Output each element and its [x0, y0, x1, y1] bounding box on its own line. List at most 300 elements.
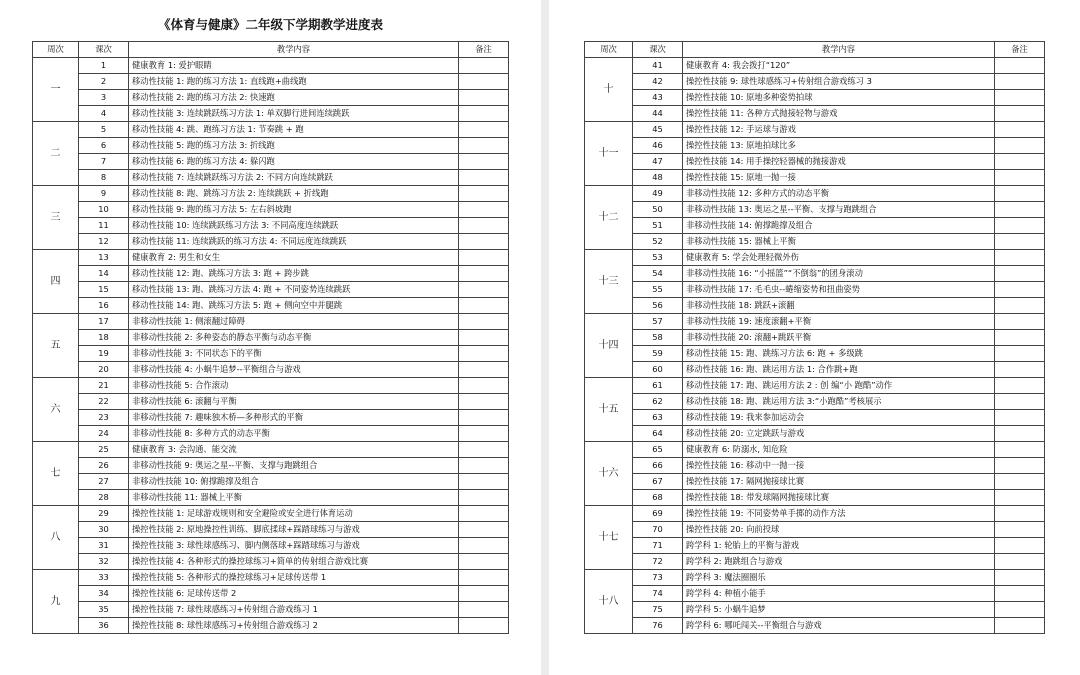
table-row: [33, 570, 509, 586]
lesson-number-cell: 73: [633, 570, 683, 586]
lesson-number-cell: 24: [79, 426, 129, 442]
lesson-content-cell: 移动性技能 6: 跑的练习方法 4: 躲闪跑: [129, 154, 459, 170]
lesson-number-cell: 60: [633, 362, 683, 378]
table-row: [585, 554, 1045, 570]
lesson-content-cell: 操控性技能 13: 原地拍球比多: [683, 138, 995, 154]
lesson-number-cell: 49: [633, 186, 683, 202]
note-cell: [459, 74, 509, 90]
table-row: [585, 538, 1045, 554]
lesson-number-cell: 15: [79, 282, 129, 298]
note-cell: [995, 506, 1045, 522]
table-header-row: [33, 42, 509, 58]
table-row: [585, 490, 1045, 506]
lesson-content-cell: 移动性技能 7: 连续跳跃练习方法 2: 不同方向连续跳跃: [129, 170, 459, 186]
table-row: [585, 314, 1045, 330]
table-row: [33, 266, 509, 282]
lesson-number-cell: 64: [633, 426, 683, 442]
lesson-number-cell: 51: [633, 218, 683, 234]
lesson-content-cell: 非移动性技能 1: 侧滚翻过障碍: [129, 314, 459, 330]
note-cell: [459, 218, 509, 234]
note-cell: [995, 458, 1045, 474]
note-cell: [995, 186, 1045, 202]
note-cell: [995, 426, 1045, 442]
table-row: [585, 202, 1045, 218]
header-week: 周次: [585, 42, 633, 58]
lesson-content-cell: 移动性技能 13: 跑、跳练习方法 4: 跑 + 不同姿势连续跳跃: [129, 282, 459, 298]
table-row: [33, 394, 509, 410]
note-cell: [459, 202, 509, 218]
lesson-number-cell: 25: [79, 442, 129, 458]
week-cell: 十六: [585, 442, 633, 506]
lesson-content-cell: 跨学科 6: 哪吒闯关--平衡组合与游戏: [683, 618, 995, 634]
lesson-content-cell: 移动性技能 18: 跑、跳运用方法 3:“小跑酷”考核展示: [683, 394, 995, 410]
lesson-content-cell: 操控性技能 11: 各种方式抛接轻物与游戏: [683, 106, 995, 122]
table-row: [33, 330, 509, 346]
schedule-table-right: [584, 41, 1045, 634]
note-cell: [995, 90, 1045, 106]
table-row: [585, 58, 1045, 74]
note-cell: [459, 522, 509, 538]
lesson-content-cell: 非移动性技能 10: 俯撑跪撑及组合: [129, 474, 459, 490]
table-row: [33, 234, 509, 250]
table-row: [33, 250, 509, 266]
table-row: [585, 154, 1045, 170]
lesson-content-cell: 非移动性技能 16: “小摇篮”“不倒翁”的团身滚动: [683, 266, 995, 282]
lesson-number-cell: 26: [79, 458, 129, 474]
table-row: [585, 522, 1045, 538]
note-cell: [459, 586, 509, 602]
lesson-content-cell: 非移动性技能 11: 器械上平衡: [129, 490, 459, 506]
note-cell: [459, 58, 509, 74]
table-row: [33, 154, 509, 170]
schedule-table-left: [32, 41, 509, 634]
lesson-content-cell: 移动性技能 4: 跳、跑练习方法 1: 节奏跳 + 跑: [129, 122, 459, 138]
lesson-content-cell: 操控性技能 5: 各种形式的操控球练习+足球传送带 1: [129, 570, 459, 586]
lesson-content-cell: 跨学科 4: 种植小能手: [683, 586, 995, 602]
lesson-content-cell: 健康教育 6: 防溺水, 知危险: [683, 442, 995, 458]
table-row: [33, 122, 509, 138]
lesson-number-cell: 4: [79, 106, 129, 122]
note-cell: [459, 250, 509, 266]
lesson-number-cell: 41: [633, 58, 683, 74]
lesson-number-cell: 36: [79, 618, 129, 634]
lesson-content-cell: 跨学科 3: 魔法圈圈乐: [683, 570, 995, 586]
table-row: [585, 186, 1045, 202]
lesson-content-cell: 非移动性技能 13: 奥运之星--平衡、支撑与跑跳组合: [683, 202, 995, 218]
lesson-number-cell: 76: [633, 618, 683, 634]
note-cell: [995, 170, 1045, 186]
table-row: [585, 378, 1045, 394]
table-row: [585, 90, 1045, 106]
lesson-content-cell: 非移动性技能 6: 滚翻与平衡: [129, 394, 459, 410]
note-cell: [459, 138, 509, 154]
header-lesson: 课次: [79, 42, 129, 58]
note-cell: [459, 346, 509, 362]
table-row: [33, 378, 509, 394]
note-cell: [995, 314, 1045, 330]
header-content: 教学内容: [129, 42, 459, 58]
note-cell: [459, 618, 509, 634]
lesson-content-cell: 非移动性技能 4: 小蜗牛追梦--平衡组合与游戏: [129, 362, 459, 378]
table-row: [33, 186, 509, 202]
lesson-number-cell: 33: [79, 570, 129, 586]
table-row: [33, 426, 509, 442]
table-row: [585, 298, 1045, 314]
table-row: [585, 266, 1045, 282]
week-cell: 十四: [585, 314, 633, 378]
lesson-content-cell: 非移动性技能 12: 多种方式的动态平衡: [683, 186, 995, 202]
lesson-content-cell: 移动性技能 11: 连续跳跃的练习方法 4: 不同远度连续跳跃: [129, 234, 459, 250]
lesson-number-cell: 59: [633, 346, 683, 362]
lesson-number-cell: 72: [633, 554, 683, 570]
table-row: [585, 570, 1045, 586]
lesson-content-cell: 非移动性技能 2: 多种姿态的静态平衡与动态平衡: [129, 330, 459, 346]
lesson-number-cell: 67: [633, 474, 683, 490]
lesson-content-cell: 非移动性技能 8: 多种方式的动态平衡: [129, 426, 459, 442]
lesson-content-cell: 操控性技能 9: 球性球感练习+传射组合游戏练习 3: [683, 74, 995, 90]
note-cell: [995, 410, 1045, 426]
header-note: 备注: [995, 42, 1045, 58]
note-cell: [995, 282, 1045, 298]
lesson-number-cell: 58: [633, 330, 683, 346]
note-cell: [459, 90, 509, 106]
table-row: [33, 74, 509, 90]
note-cell: [459, 570, 509, 586]
table-row: [585, 474, 1045, 490]
note-cell: [995, 122, 1045, 138]
lesson-number-cell: 70: [633, 522, 683, 538]
note-cell: [995, 202, 1045, 218]
table-row: [33, 522, 509, 538]
note-cell: [459, 554, 509, 570]
note-cell: [459, 234, 509, 250]
lesson-content-cell: 非移动性技能 19: 速度滚翻+平衡: [683, 314, 995, 330]
note-cell: [995, 394, 1045, 410]
lesson-content-cell: 健康教育 3: 会沟通、能交流: [129, 442, 459, 458]
table-row: [33, 138, 509, 154]
note-cell: [995, 58, 1045, 74]
lesson-content-cell: 移动性技能 3: 连续跳跃练习方法 1: 单双脚行进间连续跳跃: [129, 106, 459, 122]
table-row: [585, 330, 1045, 346]
week-cell: 六: [33, 378, 79, 442]
table-row: [585, 602, 1045, 618]
note-cell: [995, 234, 1045, 250]
lesson-content-cell: 跨学科 2: 跑跳组合与游戏: [683, 554, 995, 570]
note-cell: [995, 554, 1045, 570]
lesson-number-cell: 34: [79, 586, 129, 602]
lesson-content-cell: 非移动性技能 15: 器械上平衡: [683, 234, 995, 250]
note-cell: [459, 602, 509, 618]
week-cell: 十一: [585, 122, 633, 186]
lesson-number-cell: 6: [79, 138, 129, 154]
note-cell: [995, 570, 1045, 586]
table-row: [585, 74, 1045, 90]
table-row: [33, 554, 509, 570]
note-cell: [995, 538, 1045, 554]
table-row: [33, 362, 509, 378]
table-row: [33, 202, 509, 218]
lesson-number-cell: 66: [633, 458, 683, 474]
lesson-content-cell: 操控性技能 8: 球性球感练习+传射组合游戏练习 2: [129, 618, 459, 634]
note-cell: [459, 474, 509, 490]
lesson-content-cell: 非移动性技能 9: 奥运之星--平衡、支撑与跑跳组合: [129, 458, 459, 474]
week-cell: 十二: [585, 186, 633, 250]
week-cell: 十八: [585, 570, 633, 634]
lesson-number-cell: 5: [79, 122, 129, 138]
lesson-number-cell: 14: [79, 266, 129, 282]
table-row: [33, 346, 509, 362]
week-cell: 三: [33, 186, 79, 250]
note-cell: [459, 170, 509, 186]
note-cell: [995, 602, 1045, 618]
note-cell: [459, 442, 509, 458]
lesson-content-cell: 移动性技能 2: 跑的练习方法 2: 快速跑: [129, 90, 459, 106]
lesson-number-cell: 44: [633, 106, 683, 122]
lesson-content-cell: 操控性技能 17: 隔网抛接球比赛: [683, 474, 995, 490]
note-cell: [459, 538, 509, 554]
table-row: [585, 106, 1045, 122]
lesson-content-cell: 健康教育 1: 爱护眼睛: [129, 58, 459, 74]
lesson-number-cell: 21: [79, 378, 129, 394]
lesson-content-cell: 移动性技能 1: 跑的练习方法 1: 直线跑+曲线跑: [129, 74, 459, 90]
note-cell: [459, 186, 509, 202]
lesson-content-cell: 移动性技能 5: 跑的练习方法 3: 折线跑: [129, 138, 459, 154]
lesson-content-cell: 移动性技能 15: 跑、跳练习方法 6: 跑 + 多级跳: [683, 346, 995, 362]
table-row: [585, 586, 1045, 602]
note-cell: [459, 458, 509, 474]
table-row: [33, 506, 509, 522]
lesson-content-cell: 非移动性技能 3: 不同状态下的平衡: [129, 346, 459, 362]
table-row: [585, 218, 1045, 234]
lesson-number-cell: 22: [79, 394, 129, 410]
note-cell: [995, 74, 1045, 90]
table-row: [585, 138, 1045, 154]
lesson-number-cell: 65: [633, 442, 683, 458]
week-cell: 七: [33, 442, 79, 506]
lesson-number-cell: 74: [633, 586, 683, 602]
lesson-content-cell: 移动性技能 12: 跑、跳练习方法 3: 跑 + 跨步跳: [129, 266, 459, 282]
note-cell: [995, 346, 1045, 362]
document-title: 《体育与健康》二年级下学期教学进度表: [157, 17, 383, 32]
note-cell: [995, 378, 1045, 394]
note-cell: [995, 330, 1045, 346]
lesson-content-cell: 操控性技能 6: 足球传送带 2: [129, 586, 459, 602]
table-row: [585, 346, 1045, 362]
header-note: 备注: [459, 42, 509, 58]
lesson-content-cell: 操控性技能 1: 足球游戏规则和安全避险或安全进行体育运动: [129, 506, 459, 522]
lesson-content-cell: 非移动性技能 20: 滚翻+跳跃平衡: [683, 330, 995, 346]
table-row: [33, 490, 509, 506]
lesson-number-cell: 7: [79, 154, 129, 170]
table-row: [585, 506, 1045, 522]
lesson-content-cell: 跨学科 5: 小蜗牛追梦: [683, 602, 995, 618]
lesson-number-cell: 71: [633, 538, 683, 554]
lesson-number-cell: 27: [79, 474, 129, 490]
week-cell: 五: [33, 314, 79, 378]
lesson-number-cell: 17: [79, 314, 129, 330]
note-cell: [995, 618, 1045, 634]
lesson-content-cell: 非移动性技能 14: 俯撑跪撑及组合: [683, 218, 995, 234]
note-cell: [459, 362, 509, 378]
table-row: [585, 458, 1045, 474]
note-cell: [459, 330, 509, 346]
lesson-number-cell: 45: [633, 122, 683, 138]
lesson-content-cell: 非移动性技能 18: 跳跃+滚翻: [683, 298, 995, 314]
lesson-content-cell: 移动性技能 20: 立定跳跃与游戏: [683, 426, 995, 442]
table-row: [33, 602, 509, 618]
note-cell: [459, 122, 509, 138]
header-week: 周次: [33, 42, 79, 58]
lesson-number-cell: 47: [633, 154, 683, 170]
note-cell: [459, 154, 509, 170]
note-cell: [459, 314, 509, 330]
lesson-number-cell: 10: [79, 202, 129, 218]
lesson-number-cell: 43: [633, 90, 683, 106]
table-row: [33, 106, 509, 122]
note-cell: [995, 298, 1045, 314]
table-row: [33, 314, 509, 330]
table-row: [33, 58, 509, 74]
lesson-number-cell: 31: [79, 538, 129, 554]
lesson-number-cell: 48: [633, 170, 683, 186]
lesson-content-cell: 健康教育 2: 男生和女生: [129, 250, 459, 266]
lesson-number-cell: 56: [633, 298, 683, 314]
lesson-number-cell: 69: [633, 506, 683, 522]
week-cell: 一: [33, 58, 79, 122]
note-cell: [995, 266, 1045, 282]
lesson-content-cell: 移动性技能 10: 连续跳跃练习方法 3: 不同高度连续跳跃: [129, 218, 459, 234]
lesson-number-cell: 13: [79, 250, 129, 266]
table-row: [33, 90, 509, 106]
table-row: [33, 474, 509, 490]
lesson-number-cell: 11: [79, 218, 129, 234]
lesson-content-cell: 操控性技能 12: 手运球与游戏: [683, 122, 995, 138]
table-row: [585, 362, 1045, 378]
note-cell: [459, 266, 509, 282]
week-cell: 二: [33, 122, 79, 186]
lesson-content-cell: 非移动性技能 5: 合作滚动: [129, 378, 459, 394]
lesson-number-cell: 52: [633, 234, 683, 250]
lesson-number-cell: 9: [79, 186, 129, 202]
table-row: [33, 538, 509, 554]
lesson-content-cell: 操控性技能 7: 球性球感练习+传射组合游戏练习 1: [129, 602, 459, 618]
lesson-number-cell: 50: [633, 202, 683, 218]
week-cell: 十三: [585, 250, 633, 314]
lesson-number-cell: 68: [633, 490, 683, 506]
lesson-content-cell: 操控性技能 4: 各种形式的操控球练习+简单的传射组合游戏比赛: [129, 554, 459, 570]
table-row: [585, 618, 1045, 634]
table-row: [33, 218, 509, 234]
table-header-row: [585, 42, 1045, 58]
table-row: [585, 442, 1045, 458]
note-cell: [995, 474, 1045, 490]
header-content: 教学内容: [683, 42, 995, 58]
note-cell: [995, 586, 1045, 602]
table-row: [33, 442, 509, 458]
lesson-number-cell: 61: [633, 378, 683, 394]
table-row: [585, 250, 1045, 266]
lesson-number-cell: 12: [79, 234, 129, 250]
note-cell: [995, 138, 1045, 154]
note-cell: [459, 298, 509, 314]
lesson-content-cell: 操控性技能 18: 带发球隔网抛接球比赛: [683, 490, 995, 506]
lesson-content-cell: 操控性技能 10: 原地多种姿势拍球: [683, 90, 995, 106]
lesson-number-cell: 29: [79, 506, 129, 522]
note-cell: [995, 106, 1045, 122]
lesson-number-cell: 30: [79, 522, 129, 538]
lesson-number-cell: 63: [633, 410, 683, 426]
table-row: [33, 458, 509, 474]
note-cell: [459, 506, 509, 522]
table-row: [585, 394, 1045, 410]
note-cell: [459, 394, 509, 410]
table-row: [33, 170, 509, 186]
note-cell: [995, 154, 1045, 170]
lesson-content-cell: 操控性技能 20: 向前投球: [683, 522, 995, 538]
note-cell: [459, 106, 509, 122]
lesson-number-cell: 3: [79, 90, 129, 106]
lesson-number-cell: 16: [79, 298, 129, 314]
table-row: [585, 426, 1045, 442]
week-cell: 四: [33, 250, 79, 314]
lesson-content-cell: 移动性技能 9: 跑的练习方法 5: 左右斜坡跑: [129, 202, 459, 218]
lesson-content-cell: 移动性技能 17: 跑、跳运用方法 2 : 创 编“小 跑酷”动作: [683, 378, 995, 394]
lesson-number-cell: 62: [633, 394, 683, 410]
week-cell: 八: [33, 506, 79, 570]
lesson-number-cell: 55: [633, 282, 683, 298]
lesson-number-cell: 46: [633, 138, 683, 154]
lesson-number-cell: 19: [79, 346, 129, 362]
lesson-number-cell: 28: [79, 490, 129, 506]
note-cell: [995, 362, 1045, 378]
lesson-content-cell: 操控性技能 19: 不同姿势单手掷的动作方法: [683, 506, 995, 522]
lesson-content-cell: 健康教育 4: 我会拨打“120”: [683, 58, 995, 74]
lesson-content-cell: 移动性技能 14: 跑、跳练习方法 5: 跑 + 侧向空中并腿跳: [129, 298, 459, 314]
lesson-content-cell: 移动性技能 8: 跑、跳练习方法 2: 连续跳跃 + 折线跑: [129, 186, 459, 202]
table-row: [585, 410, 1045, 426]
lesson-content-cell: 健康教育 5: 学会处理轻微外伤: [683, 250, 995, 266]
lesson-content-cell: 移动性技能 16: 跑、跳运用方法 1: 合作跳+跑: [683, 362, 995, 378]
table-row: [33, 618, 509, 634]
table-row: [585, 282, 1045, 298]
week-cell: 十五: [585, 378, 633, 442]
header-lesson: 课次: [633, 42, 683, 58]
lesson-number-cell: 32: [79, 554, 129, 570]
lesson-number-cell: 57: [633, 314, 683, 330]
lesson-content-cell: 非移动性技能 17: 毛毛虫--蜷缩姿势和扭曲姿势: [683, 282, 995, 298]
lesson-number-cell: 20: [79, 362, 129, 378]
table-row: [585, 234, 1045, 250]
lesson-number-cell: 42: [633, 74, 683, 90]
lesson-number-cell: 1: [79, 58, 129, 74]
note-cell: [995, 442, 1045, 458]
week-cell: 九: [33, 570, 79, 634]
week-cell: 十七: [585, 506, 633, 570]
note-cell: [459, 410, 509, 426]
lesson-content-cell: 操控性技能 14: 用手操控轻器械的抛接游戏: [683, 154, 995, 170]
note-cell: [459, 378, 509, 394]
lesson-number-cell: 75: [633, 602, 683, 618]
lesson-number-cell: 8: [79, 170, 129, 186]
table-row: [33, 282, 509, 298]
note-cell: [459, 490, 509, 506]
lesson-content-cell: 操控性技能 15: 原地一抛一接: [683, 170, 995, 186]
table-row: [33, 586, 509, 602]
table-row: [585, 170, 1045, 186]
note-cell: [459, 426, 509, 442]
note-cell: [995, 522, 1045, 538]
lesson-content-cell: 操控性技能 3: 球性球感练习、脚内侧落球+踩踏球练习与游戏: [129, 538, 459, 554]
